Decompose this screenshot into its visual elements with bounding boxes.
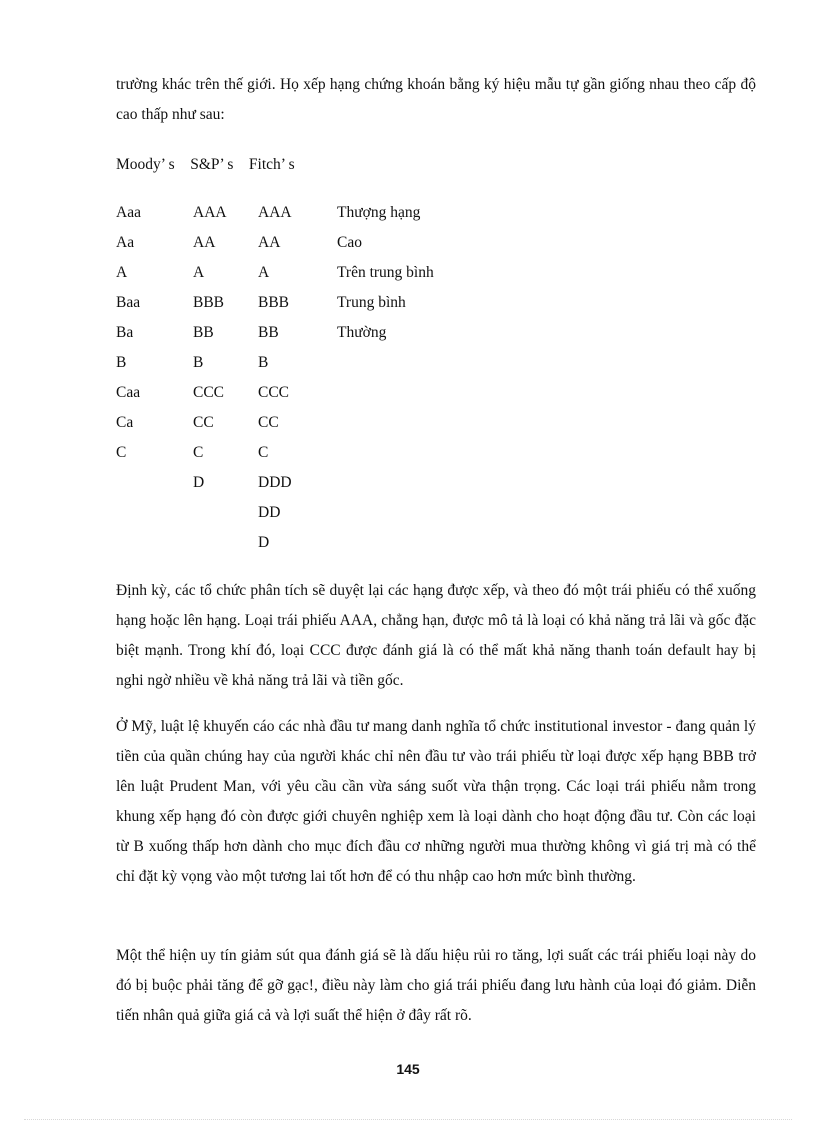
footer-divider: [24, 1119, 792, 1120]
rating-moody: B: [116, 354, 127, 371]
rating-sp: CC: [193, 414, 214, 431]
ratings-table: [0, 198, 816, 558]
rating-description: Trung bình: [337, 294, 406, 311]
rating-row: [0, 258, 816, 288]
rating-row: [0, 498, 816, 528]
rating-sp: AA: [193, 234, 216, 251]
rating-sp: CCC: [193, 384, 225, 401]
rating-sp: C: [193, 444, 204, 461]
rating-moody: Caa: [116, 384, 141, 401]
rating-fitch: A: [258, 264, 270, 281]
agencies-header: Moody’ s S&P’ s Fitch’ s: [116, 156, 295, 173]
rating-moody: C: [116, 444, 127, 461]
rating-row: [0, 348, 816, 378]
paragraph-us-rules: Ở Mỹ, luật lệ khuyến cáo các nhà đầu tư mang danh nghĩa tổ chức institutional investor - đang quản lý tiền của quần chúng hay của người khác chỉ nên đầu tư vào trái phiếu từ loại được xếp hạng BBB trở lên luật Prudent Man, với yêu cầu cần vừa sáng suốt vừa thận trọng. Các loại trái phiếu nằm trong khung xếp hạng đó còn được giới chuyên nghiệp xem là loại dành cho hoạt động đầu tư. Còn các loại từ B xuống thấp hơn dành cho mục đích đầu cơ những người mua thường không vì giá trị mà có thể chỉ đặt kỳ vọng vào một tương lai tốt hơn để có thu nhập cao hơn mức bình thường.: [116, 718, 756, 885]
paragraph-reputation: Một thể hiện uy tín giảm sút qua đánh giá sẽ là dấu hiệu rủi ro tăng, lợi suất các trái phiếu loại này do đó bị buộc phải tăng để gỡ gạc!, điều này làm cho giá trái phiếu đang lưu hành của loại đó giảm. Diễn tiến nhân quả giữa giá cả và lợi suất thể hiện ở đây rất rõ.: [116, 947, 756, 1024]
rating-sp: A: [193, 264, 205, 281]
rating-fitch: DD: [258, 504, 281, 521]
rating-row: [0, 438, 816, 468]
rating-fitch: C: [258, 444, 269, 461]
rating-row: [0, 318, 816, 348]
paragraph-intro: trường khác trên thế giới. Họ xếp hạng chứng khoán bằng ký hiệu mẫu tự gần giống nhau theo cấp độ cao thấp như sau:: [116, 76, 756, 123]
rating-row: [0, 468, 816, 498]
rating-sp: BBB: [193, 294, 225, 311]
rating-description: Thường: [337, 324, 387, 341]
rating-fitch: BBB: [258, 294, 290, 311]
rating-moody: Aa: [116, 234, 135, 251]
rating-row: [0, 378, 816, 408]
rating-row: [0, 198, 816, 228]
rating-moody: Aaa: [116, 204, 141, 221]
rating-description: Trên trung bình: [337, 264, 434, 281]
rating-description: Thượng hạng: [337, 204, 421, 221]
rating-fitch: CC: [258, 414, 279, 431]
paragraph-periodic-review: Định kỳ, các tổ chức phân tích sẽ duyệt lại các hạng được xếp, và theo đó một trái phiếu có thể xuống hạng hoặc lên hạng. Loại trái phiếu AAA, chẳng hạn, được mô tả là loại có khả năng trả lãi và gốc đặc biệt mạnh. Trong khí đó, loại CCC được đánh giá là có thể mất khả năng thanh toán default hay bị nghi ngờ nhiều về khả năng trả lãi và tiền gốc.: [116, 582, 756, 689]
rating-fitch: AA: [258, 234, 281, 251]
rating-sp: B: [193, 354, 204, 371]
rating-description: Cao: [337, 234, 362, 251]
rating-fitch: D: [258, 534, 270, 551]
rating-sp: AAA: [193, 204, 227, 221]
rating-row: [0, 288, 816, 318]
rating-fitch: CCC: [258, 384, 290, 401]
rating-fitch: AAA: [258, 204, 292, 221]
rating-row: [0, 228, 816, 258]
page-number: 145: [396, 1061, 420, 1077]
rating-moody: Ca: [116, 414, 134, 431]
rating-fitch: DDD: [258, 474, 292, 491]
rating-fitch: B: [258, 354, 269, 371]
rating-moody: Ba: [116, 324, 134, 341]
rating-sp: BB: [193, 324, 214, 341]
rating-row: [0, 528, 816, 558]
rating-moody: Baa: [116, 294, 141, 311]
rating-fitch: BB: [258, 324, 279, 341]
rating-moody: A: [116, 264, 128, 281]
rating-row: [0, 408, 816, 438]
rating-sp: D: [193, 474, 205, 491]
